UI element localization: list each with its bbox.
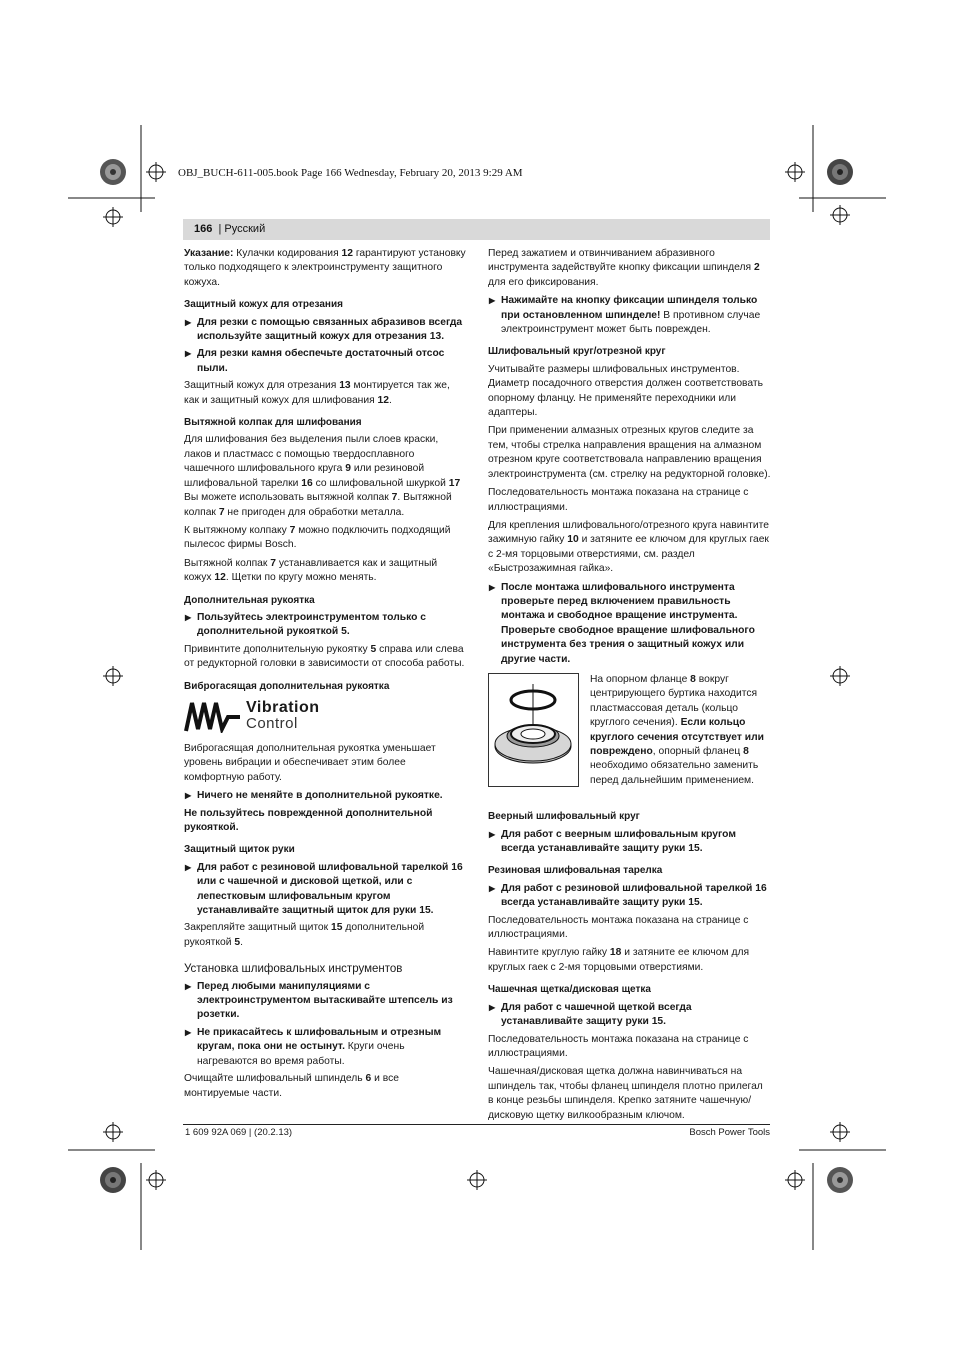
bullet-cut-guard: ▶ Для резки с помощью связанных абразивов всегда используйте защитный кожух для отрезания 13. xyxy=(184,316,467,345)
left-column xyxy=(184,247,467,1105)
brush-text: Чашечная/дисковая щетка должна навинчиваться на шпиндель так, чтобы фланец шпинделя плотно прилегал в конце резьбы шпинделя. Крепко затяните чашечную/дисковую щетку вилкообразным ключом. xyxy=(488,1066,763,1121)
bullet-flap-disc: ▶ Для работ с веерным шлифовальным кругом всегда устанавливайте защиту руки 15. xyxy=(488,828,771,857)
control-word: Control xyxy=(246,714,298,732)
bullet-hot-discs: ▶ Не прикасайтесь к шлифовальным и отрезным кругам, пока они не остынут. Круги очень нагреваются во время работы. xyxy=(184,1026,467,1069)
bullet-unplug: ▶ Перед любыми манипуляциями с электроинструментом вытаскивайте штепсель из розетки. xyxy=(184,980,467,1023)
aux-handle-text: Привинтите дополнительную рукоятку 5 справа или слева от редукторной головки в зависимости от способа работы. xyxy=(184,643,465,670)
hood-install-text: Вытяжной колпак 7 устанавливается как и защитный кожух 12. Щетки по кругу можно менять. xyxy=(184,557,438,584)
heading-vibration-handle: Виброгасящая дополнительная рукоятка xyxy=(184,680,390,692)
bullet-stone-dust: ▶ Для резки камня обеспечьте достаточный отсос пыли. xyxy=(184,347,467,376)
flange-figure-row xyxy=(488,673,771,788)
hood-text: Для шлифования без выделения пыли слоев краски, лаков и пластмасс с помощью твердосплавного чашечного шлифовального круга 9 или резиновой шлифовальной тарелки 16 со шлифовальной шкуркой 17 Вы можете использовать вытяжной колпак 7. Вытяжной колпак 7 не пригоден для обработки металла. xyxy=(184,434,461,518)
bullet-brush: ▶ Для работ с чашечной щеткой всегда устанавливайте защиту руки 15. xyxy=(488,1001,771,1030)
round-nut-text: Навинтите круглую гайку 18 и затяните ее ключом для круглых гаек с 2-мя торцовыми отверстиями. xyxy=(488,947,750,973)
bullet-aux-handle: ▶ Пользуйтесь электроинструментом только с дополнительной рукояткой 5. xyxy=(184,611,467,640)
flange-illustration xyxy=(488,673,579,787)
heading-cut-guard: Защитный кожух для отрезания xyxy=(184,299,343,311)
footer-rule xyxy=(183,1124,770,1125)
footer-brand: Bosch Power Tools xyxy=(689,1127,770,1138)
page-number: 166 xyxy=(194,223,213,235)
damaged-handle-warning: Не пользуйтесь поврежденной дополнительной рукояткой. xyxy=(184,807,433,833)
footer-doc-number: 1 609 92A 069 | (20.2.13) xyxy=(185,1127,293,1138)
disc-size-text: Учитывайте размеры шлифовальных инструментов. Диаметр посадочного отверстия должен соответствовать опорному фланцу. Не применяйте переходники или адаптеры. xyxy=(488,363,763,419)
right-column xyxy=(488,247,771,1127)
flange-o-ring-icon xyxy=(489,674,578,786)
clean-spindle-text: Очищайте шлифовальный шпиндель 6 и все монтируемые части. xyxy=(184,1073,399,1099)
header-separator: | xyxy=(215,223,225,235)
vibration-wave-icon xyxy=(184,699,242,733)
heading-hand-guard: Защитный щиток руки xyxy=(184,844,295,856)
brush-sequence-text: Последовательность монтажа показана на странице с иллюстрациями. xyxy=(488,1033,749,1059)
vibration-word: Vibration xyxy=(246,698,320,716)
diamond-disc-text: При применении алмазных отрезных кругов следите за тем, чтобы стрелка направления вращения на алмазном отрезном круге соответствовала направлению вращения электроинструмента (см. стрелку на редукторной головке). xyxy=(488,425,771,480)
vibration-text: Виброгасящая дополнительная рукоятка уменьшает уровень вибрации и обеспечивает этим более комфортную работу. xyxy=(184,742,436,783)
vacuum-text: К вытяжному колпаку 7 можно подключить подходящий пылесос фирмы Bosch. xyxy=(184,524,451,551)
rubber-sequence-text: Последовательность монтажа показана на странице с иллюстрациями. xyxy=(488,914,749,941)
heading-flap-disc: Веерный шлифовальный круг xyxy=(488,811,640,823)
coding-note: Указание: Кулачки кодирования 12 гарантируют установку только подходящего к электроинструменту защитного кожуха. xyxy=(184,248,466,288)
bullet-check-mounting: ▶ После монтажа шлифовального инструмента проверьте перед включением правильность монтажа и свободное вращение инструмента. Проверьте свободное вращение шлифовального инструмента без трения о защитный кожух или другие части. xyxy=(488,581,771,667)
bullet-no-modify: ▶ Ничего не меняйте в дополнительной рукоятке. xyxy=(184,789,467,803)
heading-brush: Чашечная щетка/дисковая щетка xyxy=(488,984,651,996)
vibration-control-logo xyxy=(184,698,467,734)
heading-install-tools: Установка шлифовальных инструментов xyxy=(184,963,403,976)
heading-grinding-disc: Шлифовальный круг/отрезной круг xyxy=(488,346,666,358)
spindle-lock-text: Перед зажатием и отвинчиванием абразивного инструмента задействуйте кнопку фиксации шпинделя 2 для его фиксирования. xyxy=(488,248,760,288)
header-language: Русский xyxy=(224,223,266,235)
heading-rubber-pad: Резиновая шлифовальная тарелка xyxy=(488,865,663,877)
cut-guard-text: Защитный кожух для отрезания 13 монтируется так же, как и защитный кожух для шлифования 12. xyxy=(184,380,450,406)
assembly-sequence-text: Последовательность монтажа показана на странице с иллюстрациями. xyxy=(488,487,749,513)
bullet-rubber-pad: ▶ Для работ с резиновой шлифовальной тарелкой 16 всегда устанавливайте защиту руки 15. xyxy=(488,882,771,911)
page-header xyxy=(194,223,265,235)
page-header-bar xyxy=(183,219,770,240)
heading-extraction-hood: Вытяжной колпак для шлифования xyxy=(184,417,362,429)
bullet-spindle-lock: ▶ Нажимайте на кнопку фиксации шпинделя только при остановленном шпинделе! В противном случае электроинструмент может быть поврежден. xyxy=(488,294,771,337)
hand-guard-text: Закрепляйте защитный щиток 15 дополнительной рукояткой 5. xyxy=(184,922,425,948)
flange-text: На опорном фланце 8 вокруг центрирующего буртика находится пластмассовая деталь (кольцо круглого сечения). Если кольцо круглого сечения отсутствует или повреждено, опорный фланец 8 необходимо обязательно заменить перед дальнейшим применением. xyxy=(590,673,764,786)
print-slug: OBJ_BUCH-611-005.book Page 166 Wednesday, February 20, 2013 9:29 AM xyxy=(178,167,523,179)
heading-aux-handle: Дополнительная рукоятка xyxy=(184,594,315,606)
clamping-nut-text: Для крепления шлифовального/отрезного круга навинтите зажимную гайку 10 и затяните ее ключом для круглых гаек с 2-мя торцовыми отверстиями, см. раздел «Быстрозажимная гайка». xyxy=(488,519,769,575)
bullet-hand-guard: ▶ Для работ с резиновой шлифовальной тарелкой 16 или с чашечной и дисковой щеткой, или с лепестковым шлифовальным кругом устанавливайте защитный щиток для руки 15. xyxy=(184,861,467,919)
